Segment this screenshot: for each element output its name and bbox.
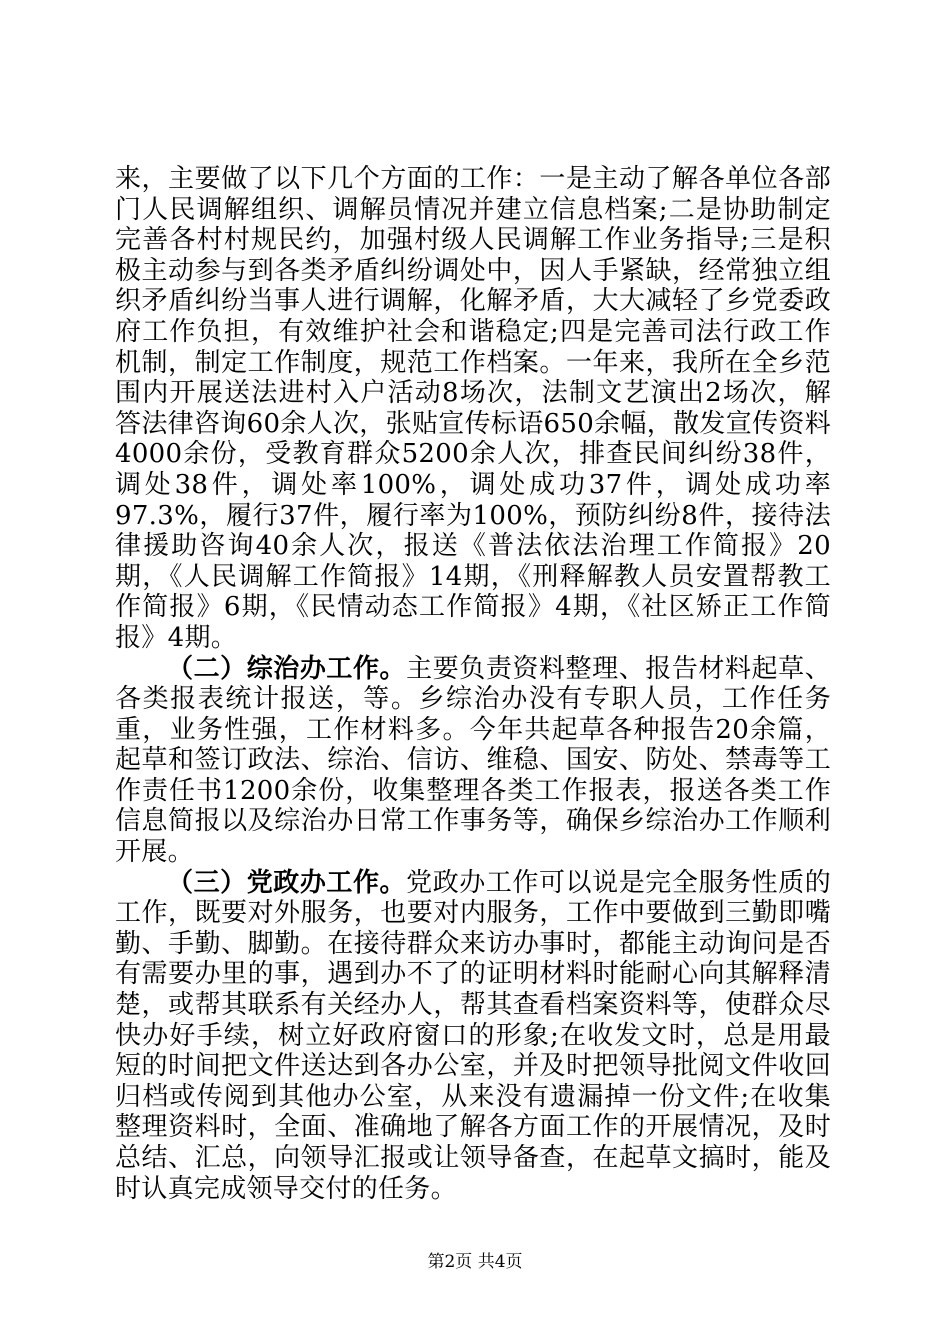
paragraph-comprehensive-office — [115, 654, 831, 868]
paragraph-text: 党政办工作可以说是完全服务性质的工作，既要对外服务，也要对内服务，工作中要做到三勤即嘴勤、手勤、脚勤。在接待群众来访办事时，都能主动询问是否有需要办里的事，遇到办不了的证明材料时能耐心向其解释清楚，或帮其联系有关经办人，帮其查看档案资料等，使群众尽快办好手续，树立好政府窗口的形象;在收发文时，总是用最短的时间把文件送达到各办公室，并及时把领导批阅文件收回归档或传阅到其他办公室，从来没有遗漏掉一份文件;在收集整理资料时，全面、准确地了解各方面工作的开展情况，及时总结、汇总，向领导汇报或让领导备查，在起草文搞时，能及时认真完成领导交付的任务。 — [115, 867, 831, 1204]
section-heading: （三）党政办工作。 — [167, 867, 407, 898]
paragraph-text: 来，主要做了以下几个方面的工作：一是主动了解各单位各部门人民调解组织、调解员情况并建立信息档案;二是协助制定完善各村村规民约，加强村级人民调解工作业务指导;三是积极主动参与到各类矛盾纠纷调处中，因人手紧缺，经常独立组织矛盾纠纷当事人进行调解，化解矛盾，大大减轻了乡党委政府工作负担，有效维护社会和谐稳定;四是完善司法行政工作机制，制定工作制度，规范工作档案。一年来，我所在全乡范围内开展送法进村入户活动8场次，法制文艺演出2场次，解答法律咨询60余人次，张贴宣传标语650余幅，散发宣传资料4000余份，受教育群众5200余人次，排查民间纠纷38件，调处38件，调处率100%，调处成功37件，调处成功率97.3%，履行37件，履行率为100%，预防纠纷8件，接待法律援助咨询40余人次，报送《普法依法治理工作简报》20期，《人民调解工作简报》14期，《刑释解教人员安置帮教工作简报》6期，《民情动态工作简报》4期，《社区矫正工作简报》4期。 — [115, 164, 831, 653]
section-heading: （二）综治办工作。 — [167, 653, 407, 684]
page-number-footer: 第2页 共4页 — [427, 1252, 523, 1272]
paragraph-text: 主要负责资料整理、报告材料起草、各类报表统计报送，等。乡综治办没有专职人员，工作任务重，业务性强，工作材料多。今年共起草各种报告20余篇，起草和签订政法、综治、信访、维稳、国安、防处、禁毒等工作责任书1200余份，收集整理各类工作报表，报送各类工作信息简报以及综治办日常工作事务等，确保乡综治办工作顺利开展。 — [115, 653, 831, 868]
paragraph-mediation-work — [115, 164, 831, 654]
paragraph-party-office — [115, 868, 831, 1205]
document-body — [115, 164, 831, 1204]
